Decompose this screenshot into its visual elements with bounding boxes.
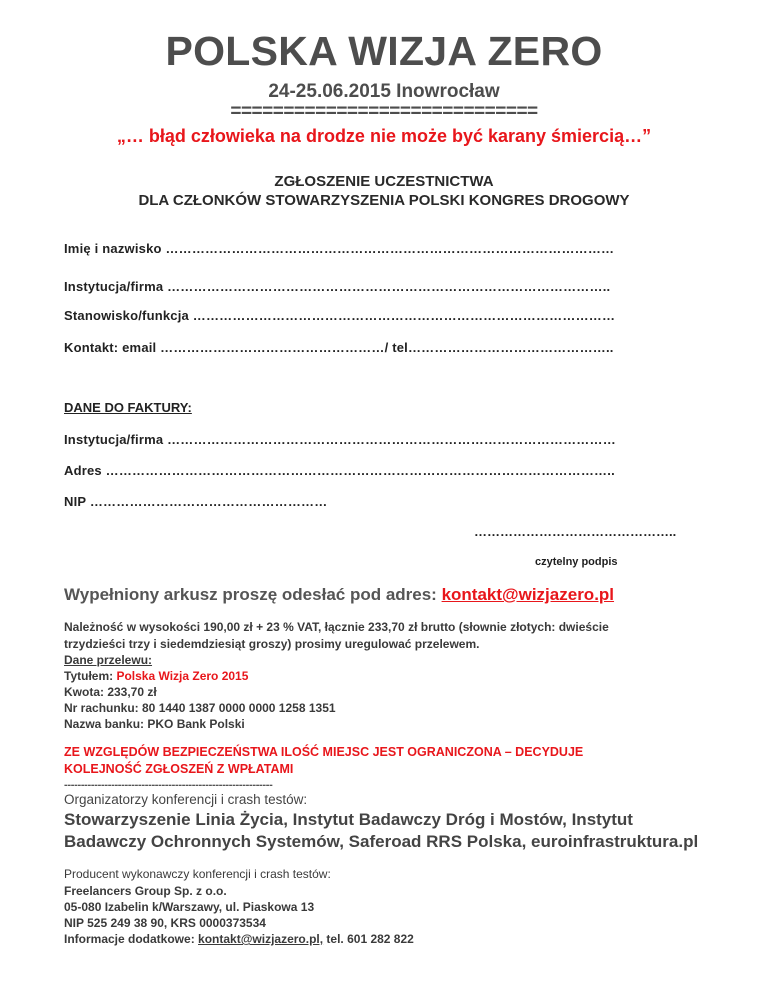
send-email-link[interactable]: kontakt@wizjazero.pl: [441, 585, 615, 604]
transfer-account: Nr rachunku: 80 1440 1387 0000 0000 1258 1351: [64, 701, 336, 715]
producer-company: Freelancers Group Sp. z o.o.: [64, 884, 227, 898]
page-title: POLSKA WIZJA ZERO: [165, 28, 603, 74]
section-separator: --------------------------------------------------------------: [64, 779, 273, 791]
transfer-title-value: Polska Wizja Zero 2015: [116, 669, 249, 683]
transfer-bank: Nazwa banku: PKO Bank Polski: [64, 717, 245, 731]
event-date-place: 24-25.06.2015 Inowrocław: [268, 81, 500, 102]
event-motto: „… błąd człowieka na drodze nie może być karany śmiercią…”: [116, 126, 652, 146]
transfer-heading: Dane przelewu:: [64, 653, 153, 667]
contact-field[interactable]: Kontakt: email ……………………………………………/ tel………………………………………..: [64, 340, 614, 355]
signature-field[interactable]: ………………………………………..: [474, 524, 677, 539]
organizers-line-2: Badawczy Ochronnych Systemów, Saferoad RRS Polska, euroinfrastruktura.pl: [64, 832, 699, 851]
signature-label: czytelny podpis: [535, 556, 618, 568]
invoice-nip-field[interactable]: NIP ………………………………………………: [64, 494, 328, 509]
warning-line-1: ZE WZGLĘDÓW BEZPIECZEŃSTWA ILOŚĆ MIEJSC JEST OGRANICZONA – DECYDUJE: [64, 745, 584, 759]
organizers-label: Organizatorzy konferencji i crash testów:: [64, 792, 308, 807]
payment-line-2: trzydzieści trzy i siedemdziesiąt groszy) prosimy uregulować przelewem.: [64, 637, 480, 651]
invoice-institution-field[interactable]: Instytucja/firma …………………………………………………………………………………………: [64, 432, 616, 447]
producer-email-link[interactable]: kontakt@wizjazero.pl,: [198, 932, 324, 946]
transfer-title: [64, 668, 248, 685]
institution-field[interactable]: Instytucja/firma ………………………………………………………………………………………..: [64, 279, 611, 294]
producer-info-label: Informacje dodatkowe:: [64, 932, 199, 946]
transfer-amount: Kwota: 233,70 zł: [64, 685, 157, 699]
producer-ids: NIP 525 249 38 90, KRS 0000373534: [64, 916, 266, 930]
invoice-address-field[interactable]: Adres ……………………………………………………………………………………………………..: [64, 463, 615, 478]
invoice-heading: DANE DO FAKTURY:: [64, 400, 192, 415]
form-heading-line1: ZGŁOSZENIE UCZESTNICTWA: [274, 173, 494, 190]
form-heading-line2: DLA CZŁONKÓW STOWARZYSZENIA POLSKI KONGRES DROGOWY: [138, 192, 630, 209]
title-separator: =============================: [230, 101, 538, 122]
send-instruction: [64, 585, 614, 605]
position-field[interactable]: Stanowisko/funkcja ……………………………………………………………………………………: [64, 308, 616, 323]
producer-phone: tel. 601 282 822: [323, 932, 414, 946]
producer-info: [64, 931, 414, 948]
organizers-line-1: Stowarzyszenie Linia Życia, Instytut Badawczy Dróg i Mostów, Instytut: [64, 810, 633, 829]
producer-label: Producent wykonawczy konferencji i crash testów:: [64, 867, 331, 881]
transfer-title-label: Tytułem:: [64, 669, 117, 683]
name-field[interactable]: Imię i nazwisko …………………………………………………………………………………………: [64, 241, 615, 256]
send-text: Wypełniony arkusz proszę odesłać pod adres:: [64, 585, 442, 604]
producer-address: 05-080 Izabelin k/Warszawy, ul. Piaskowa 13: [64, 900, 315, 914]
payment-line-1: Należność w wysokości 190,00 zł + 23 % VAT, łącznie 233,70 zł brutto (słownie złotych: dwieście: [64, 620, 609, 634]
warning-line-2: KOLEJNOŚĆ ZGŁOSZEŃ Z WPŁATAMI: [64, 762, 294, 776]
